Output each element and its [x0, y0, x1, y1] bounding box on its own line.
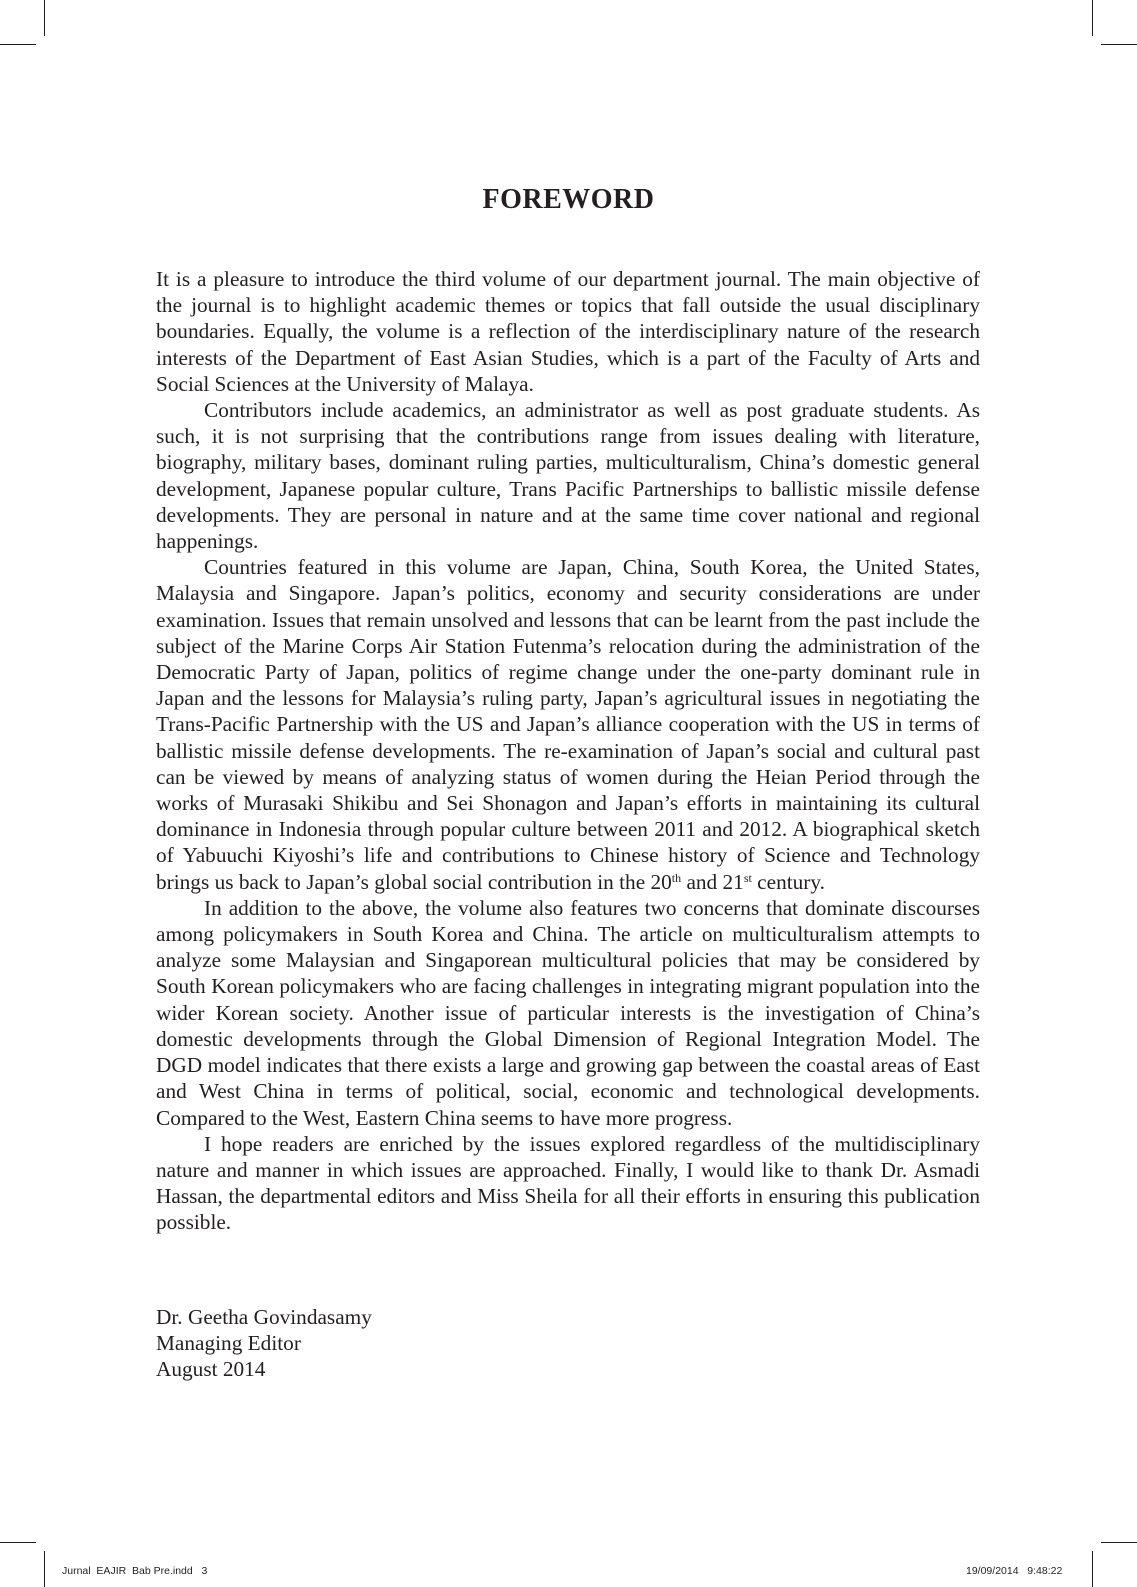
print-slug-filename: Jurnal EAJIR Bab Pre.indd 3 — [62, 1565, 208, 1577]
paragraph-closing: I hope readers are enriched by the issues explored regardless of the multidisciplinary nature and manner in which issues are approached. Finally, I would like to thank Dr. Asmadi Hassan, the departmental editors and Miss Sheila for all their efforts in ensuring this publication possible. — [156, 1131, 980, 1235]
page-title: FOREWORD — [482, 184, 655, 215]
paragraph-contributors: Contributors include academics, an administrator as well as post graduate students. As such, it is not surprising that the contributions range from issues dealing with literature, biography, military bases, dominant ruling parties, multiculturalism, China’s domestic general development, Japanese popular culture, Trans Pacific Partnerships to ballistic missile defense developments. They are personal in nature and at the same time cover national and regional happenings. — [156, 398, 980, 554]
signature-date: August 2014 — [156, 1357, 266, 1382]
crop-mark-top-right-horizontal — [1101, 44, 1137, 45]
crop-mark-bottom-left — [44, 1551, 45, 1587]
paragraph-concerns: In addition to the above, the volume also features two concerns that dominate discourses among policymakers in South Korea and China. The article on multiculturalism attempts to analyze some Malaysian and Singaporean multicultural policies that may be considered by South Korean policymakers who are facing challenges in integrating migrant population into the wider Korean society. Another issue of particular interests is the investigation of China’s domestic developments through the Global Dimension of Regional Integration Model. The DGD model indicates that there exists a large and growing gap between the coastal areas of East and West China in terms of political, social, economic and technological developments. Compared to the West, Eastern China seems to have more progress. — [156, 895, 980, 1130]
paragraph-intro: It is a pleasure to introduce the third volume of our department journal. The main objective of the journal is to highlight academic themes or topics that fall outside the usual disciplinary boundaries. Equally, the volume is a reflection of the interdisciplinary nature of the research interests of the Department of East Asian Studies, which is a part of the Faculty of Arts and Social Sciences at the University of Malaya. — [156, 267, 980, 396]
signature-block — [156, 1304, 372, 1383]
paragraph-countries: Countries featured in this volume are Japan, China, South Korea, the United States, Malaysia and Singapore. Japan’s politics, economy and security considerations are under examination. Issues that remain unsolved and lessons that can be learnt from the past include the subject of the Marine Corps Air Station Futenma’s relocation during the administration of the Democratic Party of Japan, politics of regime change under the one-party dominant rule in Japan and the lessons for Malaysia’s ruling party, Japan’s agricultural issues in negotiating the Trans-Pacific Partnership with the US and Japan’s alliance cooperation with the US in terms of ballistic missile defense developments. The re-examination of Japan’s social and cultural past can be viewed by means of analyzing status of women during the Heian Period through the works of Murasaki Shikibu and Sei Shonagon and Japan’s efforts in maintaining its cultural dominance in Indonesia through popular culture between 2011 and 2012. A biographical sketch of Yabuuchi Kiyoshi’s life and contributions to Chinese history of Science and Technology brings us back to Japan’s global social contribution in the 20th and 21st century. — [156, 555, 980, 894]
ordinal-21: 21st — [722, 869, 752, 894]
foreword-body — [156, 266, 980, 1236]
paragraph-countries-text: Countries featured in this volume are Japan, China, South Korea, the United States, Malaysia and Singapore. Japan’s politics, economy and security considerations are under examination. Issues that remain unsolved and lessons that can be learnt from the past include the subject of the Marine Corps Air Station Futenma’s relocation during the administration of the Democratic Party of Japan, politics of regime change under the one-party dominant rule in Japan and the lessons for Malaysia’s ruling party, Japan’s agricultural issues in negotiating the Trans-Pacific Partnership with the US and Japan’s alliance cooperation with the US in terms of ballistic missile defense developments. The re-examination of Japan’s social and cultural past can be viewed by means of analyzing status of women during the Heian Period through the works of Murasaki Shikibu and Sei Shonagon and Japan’s efforts in maintaining its cultural dominance in Indonesia through popular culture between 2011 and 2012. A biographical sketch of Yabuuchi Kiyoshi’s life and contributions to Chinese history of Science and Technology brings us back to Japan’s global social contribution in the — [156, 555, 980, 894]
crop-mark-bottom-right-horizontal — [1101, 1542, 1137, 1543]
crop-mark-bottom-left-horizontal — [0, 1542, 36, 1543]
crop-mark-bottom-right — [1092, 1551, 1093, 1587]
ordinal-20: 20th — [650, 869, 682, 894]
signature-role: Managing Editor — [156, 1331, 301, 1356]
signature-name: Dr. Geetha Govindasamy — [156, 1305, 372, 1329]
crop-mark-top-left — [44, 0, 45, 36]
crop-mark-top-left-horizontal — [0, 44, 36, 45]
print-slug-timestamp: 19/09/2014 9:48:22 — [966, 1565, 1063, 1577]
crop-mark-top-right — [1092, 0, 1093, 36]
